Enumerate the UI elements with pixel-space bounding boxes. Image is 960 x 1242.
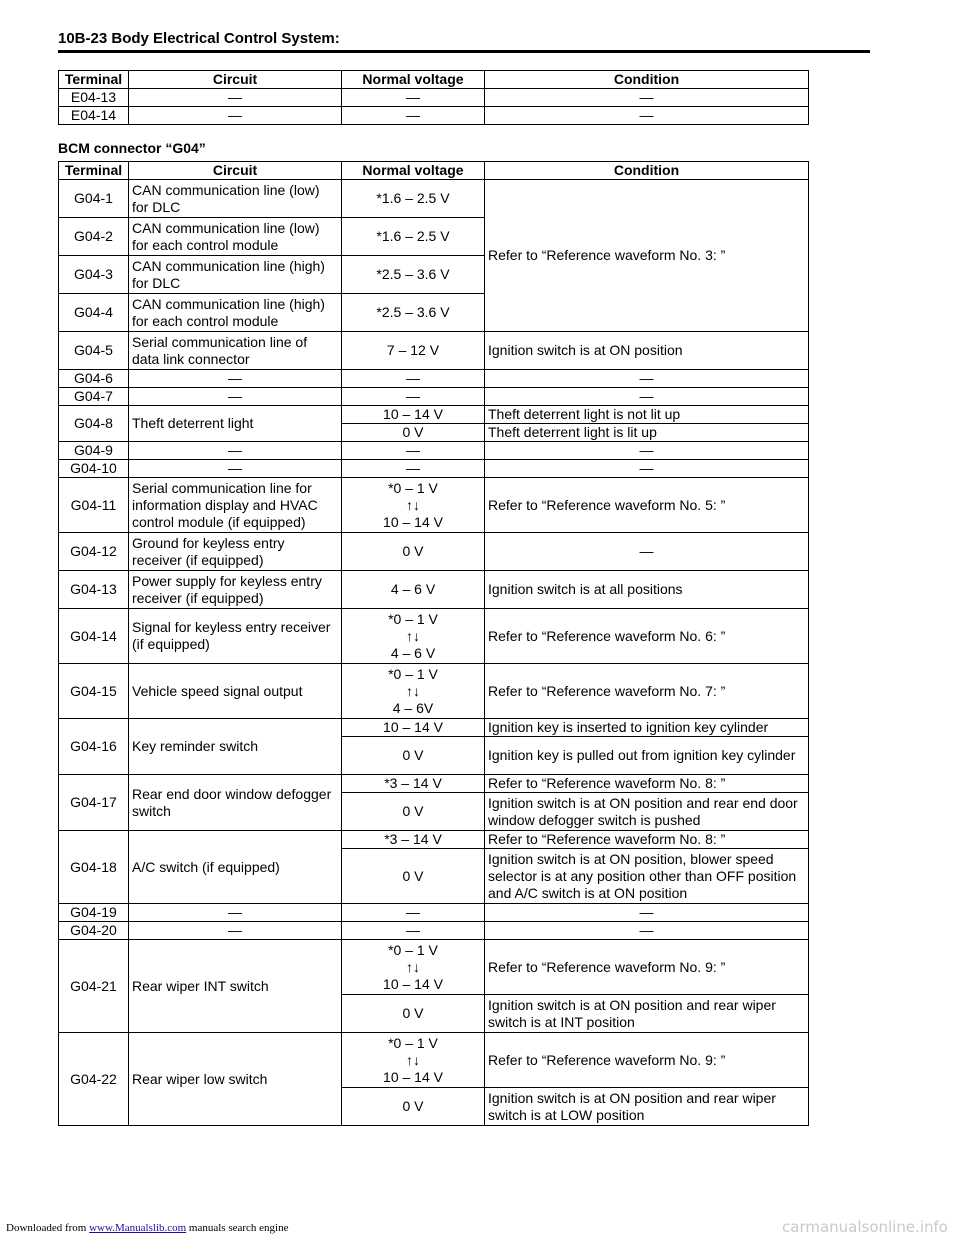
terminal-cell: G04-16 <box>59 719 129 775</box>
terminal-cell: G04-2 <box>59 218 129 256</box>
voltage-cell: — <box>342 442 485 460</box>
terminal-cell: G04-5 <box>59 332 129 370</box>
circuit-cell: CAN communication line (low) for each control module <box>129 218 342 256</box>
terminal-cell: G04-7 <box>59 388 129 406</box>
terminal-cell: G04-3 <box>59 256 129 294</box>
condition-cell: Ignition key is inserted to ignition key cylinder <box>485 719 809 737</box>
terminal-cell: G04-18 <box>59 831 129 904</box>
table-row <box>59 571 809 609</box>
table-row <box>59 332 809 370</box>
voltage-cell: 4 – 6 V <box>342 571 485 609</box>
circuit-cell: — <box>129 370 342 388</box>
condition-cell: — <box>485 922 809 940</box>
col-header-normal-voltage: Normal voltage <box>342 71 485 89</box>
up-down-arrow-icon: ↑↓ <box>406 1051 420 1068</box>
voltage-cell: — <box>342 460 485 478</box>
voltage-cell <box>342 609 485 664</box>
circuit-cell: Rear end door window defogger switch <box>129 775 342 831</box>
condition-cell: Ignition switch is at ON position <box>485 332 809 370</box>
voltage-cell: 10 – 14 V <box>342 406 485 424</box>
circuit-cell: Theft deterrent light <box>129 406 342 442</box>
circuit-cell: — <box>129 460 342 478</box>
condition-cell: Ignition switch is at ON position and rear wiper switch is at INT position <box>485 995 809 1033</box>
voltage-cell: 0 V <box>342 424 485 442</box>
terminal-table-g04 <box>58 161 809 1126</box>
terminal-table-e04 <box>58 70 809 125</box>
condition-cell: — <box>485 388 809 406</box>
voltage-low: *0 – 1 V <box>388 1034 438 1051</box>
voltage-low: *0 – 1 V <box>388 665 438 682</box>
voltage-low: *0 – 1 V <box>388 941 438 958</box>
voltage-cell <box>342 478 485 533</box>
voltage-cell: 0 V <box>342 533 485 571</box>
col-header-normal-voltage: Normal voltage <box>342 162 485 180</box>
condition-cell: Refer to “Reference waveform No. 9: ” <box>485 940 809 995</box>
voltage-cell: — <box>342 904 485 922</box>
terminal-cell: G04-15 <box>59 664 129 719</box>
circuit-cell: — <box>129 442 342 460</box>
condition-cell: Ignition switch is at ON position, blower speed selector is at any position other than OFF position and A/C switch is at ON position <box>485 849 809 904</box>
table-row <box>59 922 809 940</box>
condition-cell: — <box>485 533 809 571</box>
voltage-cell: *2.5 – 3.6 V <box>342 256 485 294</box>
voltage-low: *0 – 1 V <box>388 479 438 496</box>
table-row <box>59 1033 809 1088</box>
condition-cell: — <box>485 370 809 388</box>
table-row <box>59 904 809 922</box>
table-row <box>59 533 809 571</box>
up-down-arrow-icon: ↑↓ <box>406 627 420 644</box>
condition-cell: Refer to “Reference waveform No. 9: ” <box>485 1033 809 1088</box>
condition-cell: Ignition switch is at all positions <box>485 571 809 609</box>
table-row <box>59 370 809 388</box>
circuit-cell: Signal for keyless entry receiver (if equipped) <box>129 609 342 664</box>
voltage-cell: — <box>342 107 485 125</box>
condition-cell: — <box>485 442 809 460</box>
section-label-bcm-connector-g04: BCM connector “G04” <box>58 140 206 156</box>
circuit-cell: A/C switch (if equipped) <box>129 831 342 904</box>
voltage-cell: *3 – 14 V <box>342 831 485 849</box>
table-row <box>59 107 809 125</box>
circuit-cell: Ground for keyless entry receiver (if equipped) <box>129 533 342 571</box>
voltage-cell: 0 V <box>342 737 485 775</box>
terminal-cell: G04-13 <box>59 571 129 609</box>
circuit-cell: Rear wiper INT switch <box>129 940 342 1033</box>
up-down-arrow-icon: ↑↓ <box>406 958 420 975</box>
col-header-terminal: Terminal <box>59 71 129 89</box>
voltage-cell: 7 – 12 V <box>342 332 485 370</box>
voltage-low: *0 – 1 V <box>388 610 438 627</box>
voltage-cell: 0 V <box>342 793 485 831</box>
watermark-text: carmanualsonline.info <box>782 1218 948 1236</box>
circuit-cell: Rear wiper low switch <box>129 1033 342 1126</box>
terminal-cell: G04-4 <box>59 294 129 332</box>
condition-cell: Ignition key is pulled out from ignition key cylinder <box>485 737 809 775</box>
condition-cell: Refer to “Reference waveform No. 3: ” <box>485 180 809 332</box>
condition-cell: Ignition switch is at ON position and rear wiper switch is at LOW position <box>485 1088 809 1126</box>
table-row <box>59 460 809 478</box>
voltage-cell: — <box>342 370 485 388</box>
terminal-cell: G04-12 <box>59 533 129 571</box>
condition-cell: — <box>485 89 809 107</box>
voltage-cell: 0 V <box>342 995 485 1033</box>
table-row <box>59 719 809 737</box>
table-row <box>59 89 809 107</box>
terminal-cell: G04-21 <box>59 940 129 1033</box>
terminal-cell: E04-14 <box>59 107 129 125</box>
col-header-condition: Condition <box>485 162 809 180</box>
voltage-cell: *3 – 14 V <box>342 775 485 793</box>
page-header-title: 10B-23 Body Electrical Control System: <box>58 30 340 47</box>
circuit-cell: — <box>129 89 342 107</box>
header-rule <box>58 50 870 53</box>
col-header-circuit: Circuit <box>129 71 342 89</box>
condition-cell: Ignition switch is at ON position and rear end door window defogger switch is pushed <box>485 793 809 831</box>
terminal-cell: G04-19 <box>59 904 129 922</box>
voltage-cell <box>342 940 485 995</box>
footer-suffix: manuals search engine <box>186 1222 289 1234</box>
circuit-cell: Serial communication line of data link connector <box>129 332 342 370</box>
terminal-cell: E04-13 <box>59 89 129 107</box>
voltage-high: 10 – 14 V <box>383 975 443 992</box>
voltage-cell: — <box>342 922 485 940</box>
terminal-cell: G04-20 <box>59 922 129 940</box>
terminal-cell: G04-17 <box>59 775 129 831</box>
condition-cell: Refer to “Reference waveform No. 7: ” <box>485 664 809 719</box>
condition-cell: Theft deterrent light is lit up <box>485 424 809 442</box>
voltage-cell: 0 V <box>342 1088 485 1126</box>
table-row <box>59 478 809 533</box>
circuit-cell: CAN communication line (high) for DLC <box>129 256 342 294</box>
circuit-cell: Key reminder switch <box>129 719 342 775</box>
terminal-cell: G04-8 <box>59 406 129 442</box>
voltage-high: 4 – 6 V <box>390 644 436 661</box>
circuit-cell: — <box>129 922 342 940</box>
condition-cell: Refer to “Reference waveform No. 5: ” <box>485 478 809 533</box>
voltage-cell: 0 V <box>342 849 485 904</box>
voltage-cell: 10 – 14 V <box>342 719 485 737</box>
circuit-cell: CAN communication line (low) for DLC <box>129 180 342 218</box>
table-row <box>59 442 809 460</box>
terminal-cell: G04-9 <box>59 442 129 460</box>
voltage-high: 10 – 14 V <box>383 1068 443 1085</box>
table-row <box>59 940 809 995</box>
table-header-row <box>59 71 809 89</box>
table-row <box>59 664 809 719</box>
table-row <box>59 406 809 424</box>
terminal-cell: G04-14 <box>59 609 129 664</box>
table-row <box>59 180 809 218</box>
table-header-row <box>59 162 809 180</box>
circuit-cell: Vehicle speed signal output <box>129 664 342 719</box>
col-header-condition: Condition <box>485 71 809 89</box>
circuit-cell: — <box>129 107 342 125</box>
footer-prefix: Downloaded from <box>6 1222 90 1234</box>
voltage-high: 4 – 6V <box>392 699 434 716</box>
circuit-cell: CAN communication line (high) for each control module <box>129 294 342 332</box>
voltage-cell: *1.6 – 2.5 V <box>342 218 485 256</box>
voltage-cell: *1.6 – 2.5 V <box>342 180 485 218</box>
voltage-cell <box>342 664 485 719</box>
table-row <box>59 831 809 849</box>
terminal-cell: G04-10 <box>59 460 129 478</box>
voltage-cell: *2.5 – 3.6 V <box>342 294 485 332</box>
voltage-cell: — <box>342 388 485 406</box>
manualslib-link[interactable]: www.Manualslib.com <box>89 1222 187 1234</box>
circuit-cell: — <box>129 904 342 922</box>
terminal-cell: G04-1 <box>59 180 129 218</box>
terminal-cell: G04-6 <box>59 370 129 388</box>
up-down-arrow-icon: ↑↓ <box>406 682 420 699</box>
col-header-circuit: Circuit <box>129 162 342 180</box>
table-row <box>59 609 809 664</box>
table-row <box>59 775 809 793</box>
download-footer <box>6 1222 288 1234</box>
condition-cell: Refer to “Reference waveform No. 6: ” <box>485 609 809 664</box>
condition-cell: — <box>485 460 809 478</box>
condition-cell: — <box>485 904 809 922</box>
condition-cell: Refer to “Reference waveform No. 8: ” <box>485 831 809 849</box>
condition-cell: Theft deterrent light is not lit up <box>485 406 809 424</box>
circuit-cell: Power supply for keyless entry receiver (if equipped) <box>129 571 342 609</box>
terminal-cell: G04-11 <box>59 478 129 533</box>
terminal-cell: G04-22 <box>59 1033 129 1126</box>
table-row <box>59 388 809 406</box>
col-header-terminal: Terminal <box>59 162 129 180</box>
voltage-high: 10 – 14 V <box>383 513 443 530</box>
voltage-cell: — <box>342 89 485 107</box>
voltage-cell <box>342 1033 485 1088</box>
condition-cell: Refer to “Reference waveform No. 8: ” <box>485 775 809 793</box>
circuit-cell: — <box>129 388 342 406</box>
up-down-arrow-icon: ↑↓ <box>406 496 420 513</box>
condition-cell: — <box>485 107 809 125</box>
circuit-cell: Serial communication line for information display and HVAC control module (if equipped) <box>129 478 342 533</box>
